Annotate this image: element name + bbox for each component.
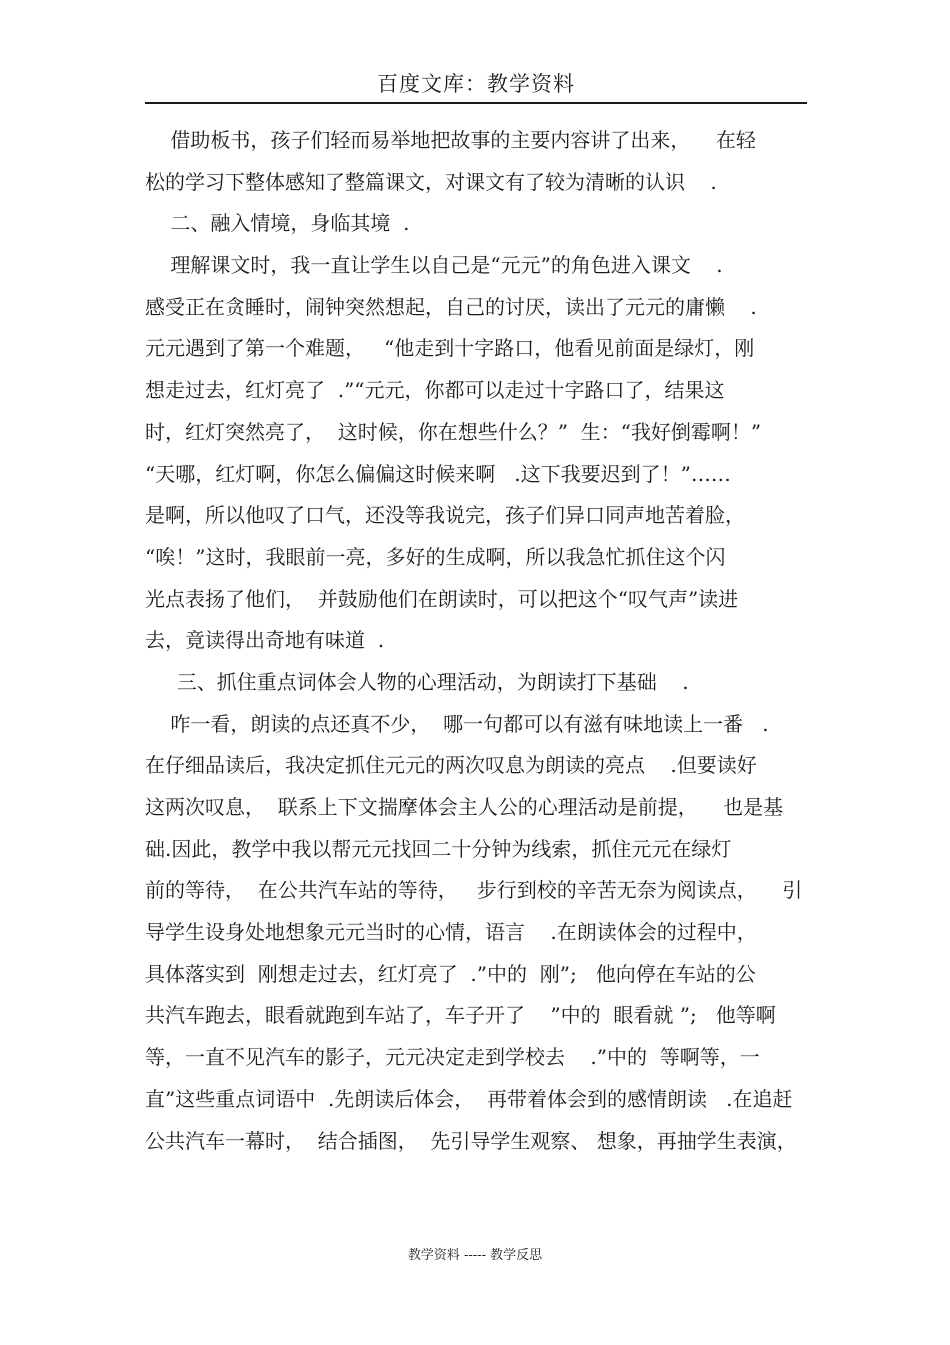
text-line: 前的等待， 在公共汽车站的等待， 步行到校的辛苦无奈为阅读点， 引 [145, 878, 803, 903]
text-line: 感受正在贪睡时，闹钟突然想起，自己的讨厌，读出了元元的庸懒 . [145, 294, 757, 319]
text-line: 在仔细品读后，我决定抓住元元的两次叹息为朗读的亮点 .但要读好 [145, 753, 757, 778]
text-line: 是啊，所以他叹了口气，还没等我说完，孩子们异口同声地苦着脸， [145, 503, 745, 528]
text-line: 松的学习下整体感知了整篇课文，对课文有了较为清晰的认识 . [145, 169, 717, 194]
header-divider [145, 102, 807, 104]
page-header-title: 百度文库：教学资料 [377, 72, 575, 96]
text-line: 础.因此，教学中我以帮元元找回二十分钟为线索，抓住元元在绿灯 [145, 836, 732, 861]
text-line: 想走过去，红灯亮了 .”“元元，你都可以走过十字路口了，结果这 [145, 378, 725, 403]
text-line: 时，红灯突然亮了， 这时候，你在想些什么？” 生：“我好倒霉啊！” [145, 419, 762, 444]
text-line: 二、融入情境，身临其境 . [145, 211, 410, 236]
page-footer: 教学资料 ----- 教学反思 [407, 1248, 543, 1263]
text-line: 共汽车跑去，眼看就跑到车站了，车子开了 ”中的 眼看就 ”; 他等啊 [145, 1003, 776, 1028]
text-line: 等，一直不见汽车的影子，元元决定走到学校去 .”中的 等啊等，一 [145, 1045, 760, 1070]
text-line: 去，竟读得出奇地有味道 . [145, 628, 385, 653]
text-line: 具体落实到 刚想走过去，红灯亮了 .”中的 刚”; 他向停在车站的公 [145, 961, 756, 986]
text-line: 理解课文时，我一直让学生以自己是“元元”的角色进入课文 . [145, 253, 723, 278]
text-line: 光点表扬了他们， 并鼓励他们在朗读时，可以把这个“叹气声”读进 [145, 586, 739, 611]
text-line: 元元遇到了第一个难题， “他走到十字路口，他看见前面是绿灯，刚 [145, 336, 755, 361]
text-line: 这两次叹息， 联系上下文揣摩体会主人公的心理活动是前提， 也是基 [145, 795, 784, 819]
text-line: 导学生设身处地想象元元当时的心情，语言 .在朗读体会的过程中， [145, 920, 757, 945]
text-line: 直”这些重点词语中 .先朗读后体会， 再带着体会到的感情朗读 .在追赶 [145, 1086, 793, 1111]
text-line: “天哪，红灯啊，你怎么偏偏这时候来啊 .这下我要迟到了！”…… [145, 461, 731, 486]
text-line: 咋一看，朗读的点还真不少， 哪一句都可以有滋有味地读上一番 . [145, 711, 769, 736]
text-line: 公共汽车一幕时， 结合插图， 先引导学生观察、 想象，再抽学生表演， [145, 1128, 797, 1153]
text-line: 借助板书，孩子们轻而易举地把故事的主要内容讲了出来， 在轻 [145, 128, 756, 152]
text-line: 三、抓住重点词体会人物的心理活动，为朗读打下基础 . [145, 669, 689, 694]
text-line: “唉！”这时，我眼前一亮，多好的生成啊，所以我急忙抓住这个闪 [145, 544, 726, 569]
body-text [145, 120, 807, 1162]
